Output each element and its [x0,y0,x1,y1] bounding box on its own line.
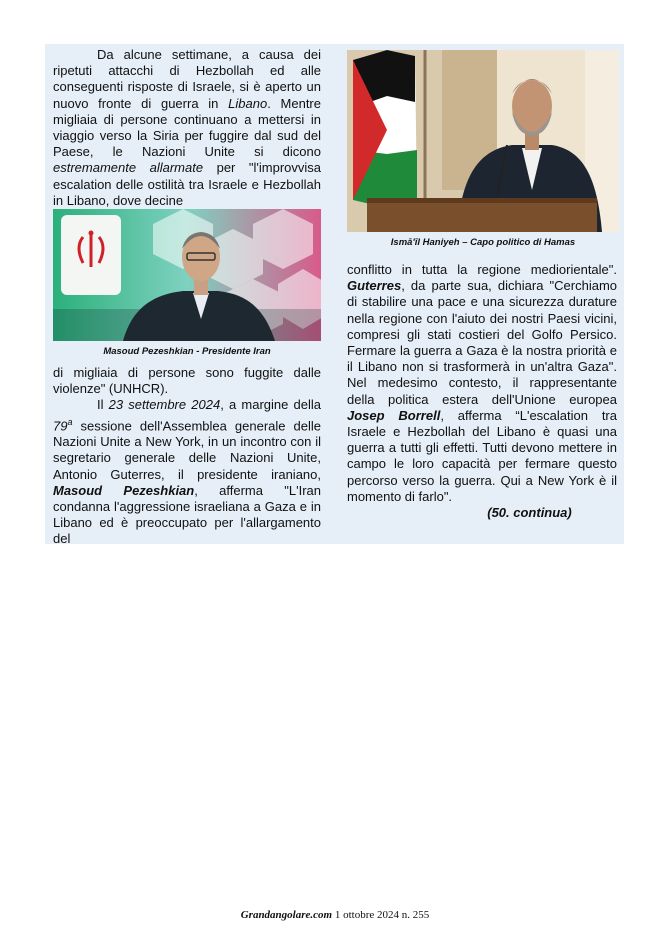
text-run: conflitto in tutta la regione mediorientale". [347,262,617,277]
paragraph-assembly [53,397,321,547]
text-run: , afferma "L'Iran condanna l'aggressione israeliana a Gaza e in Libano ed è preoccupato per l'allargamento del [53,482,321,547]
page-footer [0,909,670,921]
superscript-run: a [67,416,73,427]
footer-site[interactable]: Grandangolare.com [240,909,333,921]
article-left-bottom [53,365,321,548]
bold-italic-run: Masoud Pezeshkian [53,482,195,498]
text-run: Il [97,397,109,413]
text-run: , afferma “L'escalation tra Israele e Hezbollah del Libano è quasi una guerra a tutti gli effetti. Tutti devono mettere in campo le loro capacità per fermare questo percorso verso la guerra. Qui a New York è il momento di farlo". [347,407,617,504]
continua-label: (50. continua) [487,505,572,521]
paragraph-intro [53,47,321,209]
text-run: , da parte sua, dichiara "Cerchiamo di stabilire una pace e una sicurezza durature nella regione con l'aiuto dei nostri Paesi vicini, compresi gli stati costieri del Golfo Persico. Fermare la guerra a Gaza è la nostra priorità e il Libano non si trasformerà in un'altra Gaza". Nel medesimo contesto, il rappresentante della politica estera dell'Unione europea [347,278,617,407]
article-right [347,262,617,521]
text-run: sessione dell'Assemblea generale delle Nazioni Unite a New York, in un incontro con il segretario generale delle Nazioni Unite, Antonio Guterres, il presidente iraniano, [53,417,321,482]
text-run: . Mentre migliaia di persone continuano a mettersi in viaggio verso la Siria per fuggire dal sud del Paese, le Nazioni Unite si dicono [53,95,321,160]
haniyeh-image [347,50,619,232]
text-run: per "l'improvvisa escalation delle ostilità tra Israele e Hezbollah in Libano, dove decine [53,160,322,208]
text-run: , a margine della [220,397,321,413]
italic-run: 79 [53,417,68,433]
bold-italic-run: Josep Borrell [347,407,441,423]
footer-info: 1 ottobre 2024 n. 255 [332,909,430,921]
palestine-flag-icon [353,50,417,208]
text-run: Da alcune settimane, a causa dei ripetuti attacchi di Hezbollah ed alle conseguenti risposte di Israele, si è aperto un nuovo fronte di guerra in [53,47,321,111]
pezeshkian-image [53,209,321,341]
paragraph-guterres [347,262,617,505]
caption-pezeshkian: Masoud Pezeshkian - Presidente Iran [103,346,271,357]
photo-haniyeh [347,50,619,232]
italic-run: estremamente allarmate [53,160,204,176]
bold-italic-run: Guterres [347,278,402,294]
article-left-top [53,47,321,209]
caption-haniyeh: Ismā'īl Haniyeh – Capo politico di Hamas [390,237,576,248]
italic-run: 23 settembre 2024 [108,397,221,413]
paragraph-unhcr: di migliaia di persone sono fuggite dalle violenze" (UNHCR). [53,365,321,397]
italic-run: Libano [228,95,268,111]
photo-pezeshkian [53,209,321,341]
